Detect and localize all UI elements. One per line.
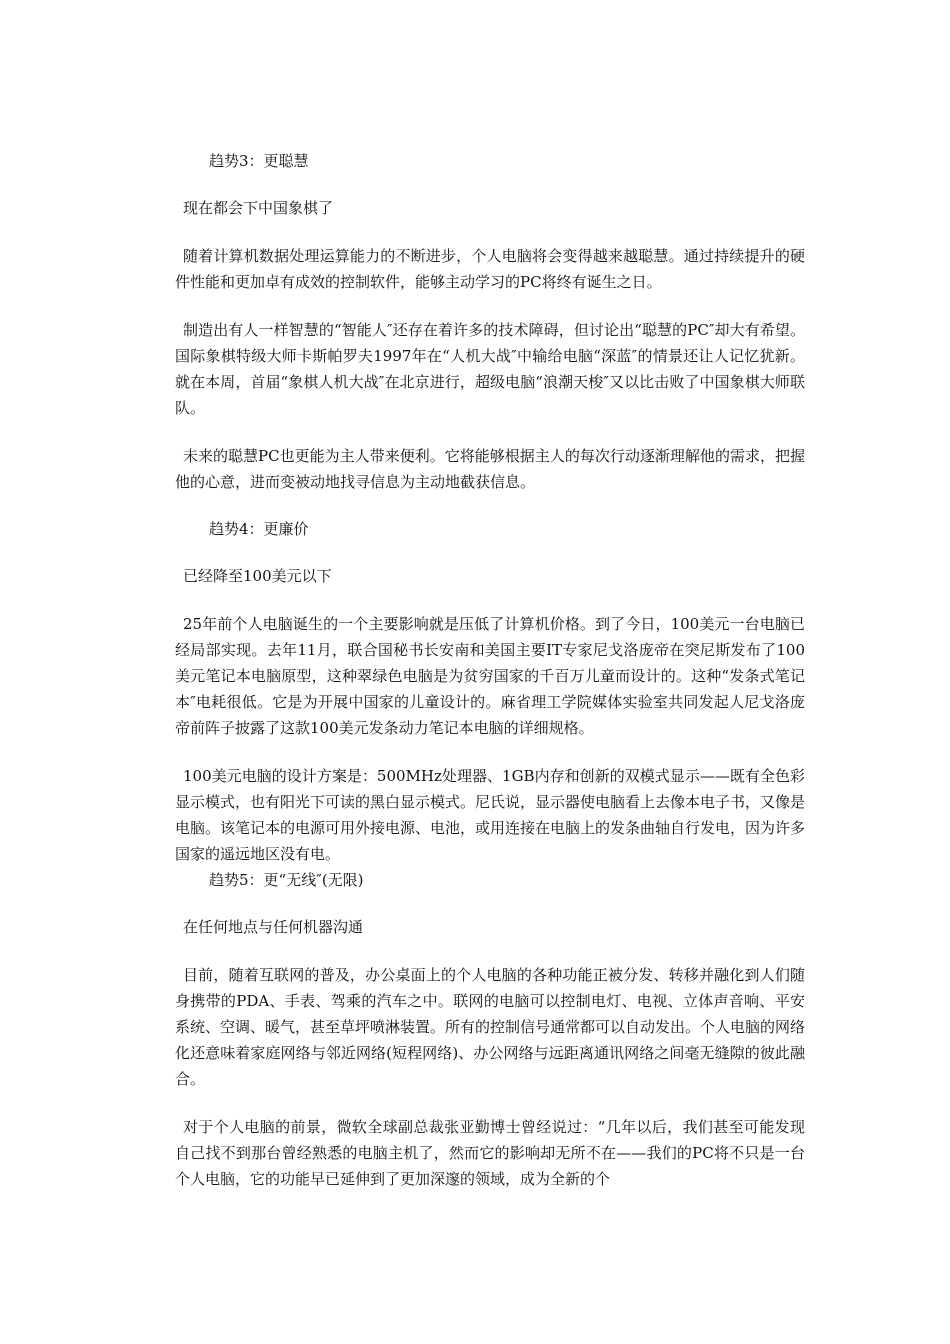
section-heading-trend-5: 趋势5：更“无线″(无限) (209, 871, 364, 889)
paragraph: 制造出有人一样智慧的“智能人″还存在着许多的技术障碍，但讨论出“聪慧的PC″却大有希望。国际象棋特级大师卡斯帕罗夫1997年在“人机大战″中输给电脑“深蓝″的情景还让人记忆犹新。就在本周，首届“象棋人机大战″在北京进行，超级电脑“浪潮天梭″又以比击败了中国象棋大师联队。 (175, 321, 805, 417)
section-heading-trend-3: 趋势3：更聪慧 (209, 152, 309, 170)
section-subheading-trend-4: 已经降至100美元以下 (183, 567, 332, 585)
paragraph: 100美元电脑的设计方案是：500MHz处理器、1GB内存和创新的双模式显示——既有全色彩显示模式，也有阳光下可读的黑白显示模式。尼氏说，显示器使电脑看上去像本电子书，又像是电脑。该笔记本的电源可用外接电源、电池，或用连接在电脑上的发条曲轴自行发电，因为许多国家的遥远地区没有电。 (175, 767, 806, 863)
section-heading-trend-4: 趋势4：更廉价 (209, 520, 309, 538)
paragraph: 目前，随着互联网的普及，办公桌面上的个人电脑的各种功能正被分发、转移并融化到人们随身携带的PDA、手表、驾乘的汽车之中。联网的电脑可以控制电灯、电视、立体声音响、平安系统、空调、暖气，甚至草坪喷淋装置。所有的控制信号通常都可以自动发出。个人电脑的网络化还意味着家庭网络与邻近网络(短程网络)、办公网络与远距离通讯网络之间毫无缝隙的彼此融合。 (175, 966, 806, 1088)
section-subheading-trend-3: 现在都会下中国象棋了 (183, 199, 334, 217)
paragraph: 未来的聪慧PC也更能为主人带来便利。它将能够根据主人的每次行动逐渐理解他的需求，把握他的心意，进而变被动地找寻信息为主动地截获信息。 (175, 447, 805, 491)
document-body (175, 148, 805, 1192)
paragraph: 随着计算机数据处理运算能力的不断进步，个人电脑将会变得越来越聪慧。通过持续提升的硬件性能和更加卓有成效的控制软件，能够主动学习的PC将终有诞生之日。 (175, 247, 805, 291)
paragraph: 25年前个人电脑诞生的一个主要影响就是压低了计算机价格。到了今日，100美元一台电脑已经局部实现。去年11月，联合国秘书长安南和美国主要IT专家尼戈洛庞帝在突尼斯发布了100美元笔记本电脑原型，这种翠绿色电脑是为贫穷国家的千百万儿童而设计的。这种“发条式笔记本″电耗很低。它是为开展中国家的儿童设计的。麻省理工学院媒体实验室共同发起人尼戈洛庞帝前阵子披露了这款100美元发条动力笔记本电脑的详细规格。 (175, 615, 805, 737)
paragraph: 对于个人电脑的前景，微软全球副总裁张亚勤博士曾经说过：“几年以后，我们甚至可能发现自己找不到那台曾经熟悉的电脑主机了，然而它的影响却无所不在——我们的PC将不只是一台个人电脑，它的功能早已延伸到了更加深邃的领域，成为全新的个 (175, 1118, 805, 1188)
section-subheading-trend-5: 在任何地点与任何机器沟通 (183, 918, 364, 936)
